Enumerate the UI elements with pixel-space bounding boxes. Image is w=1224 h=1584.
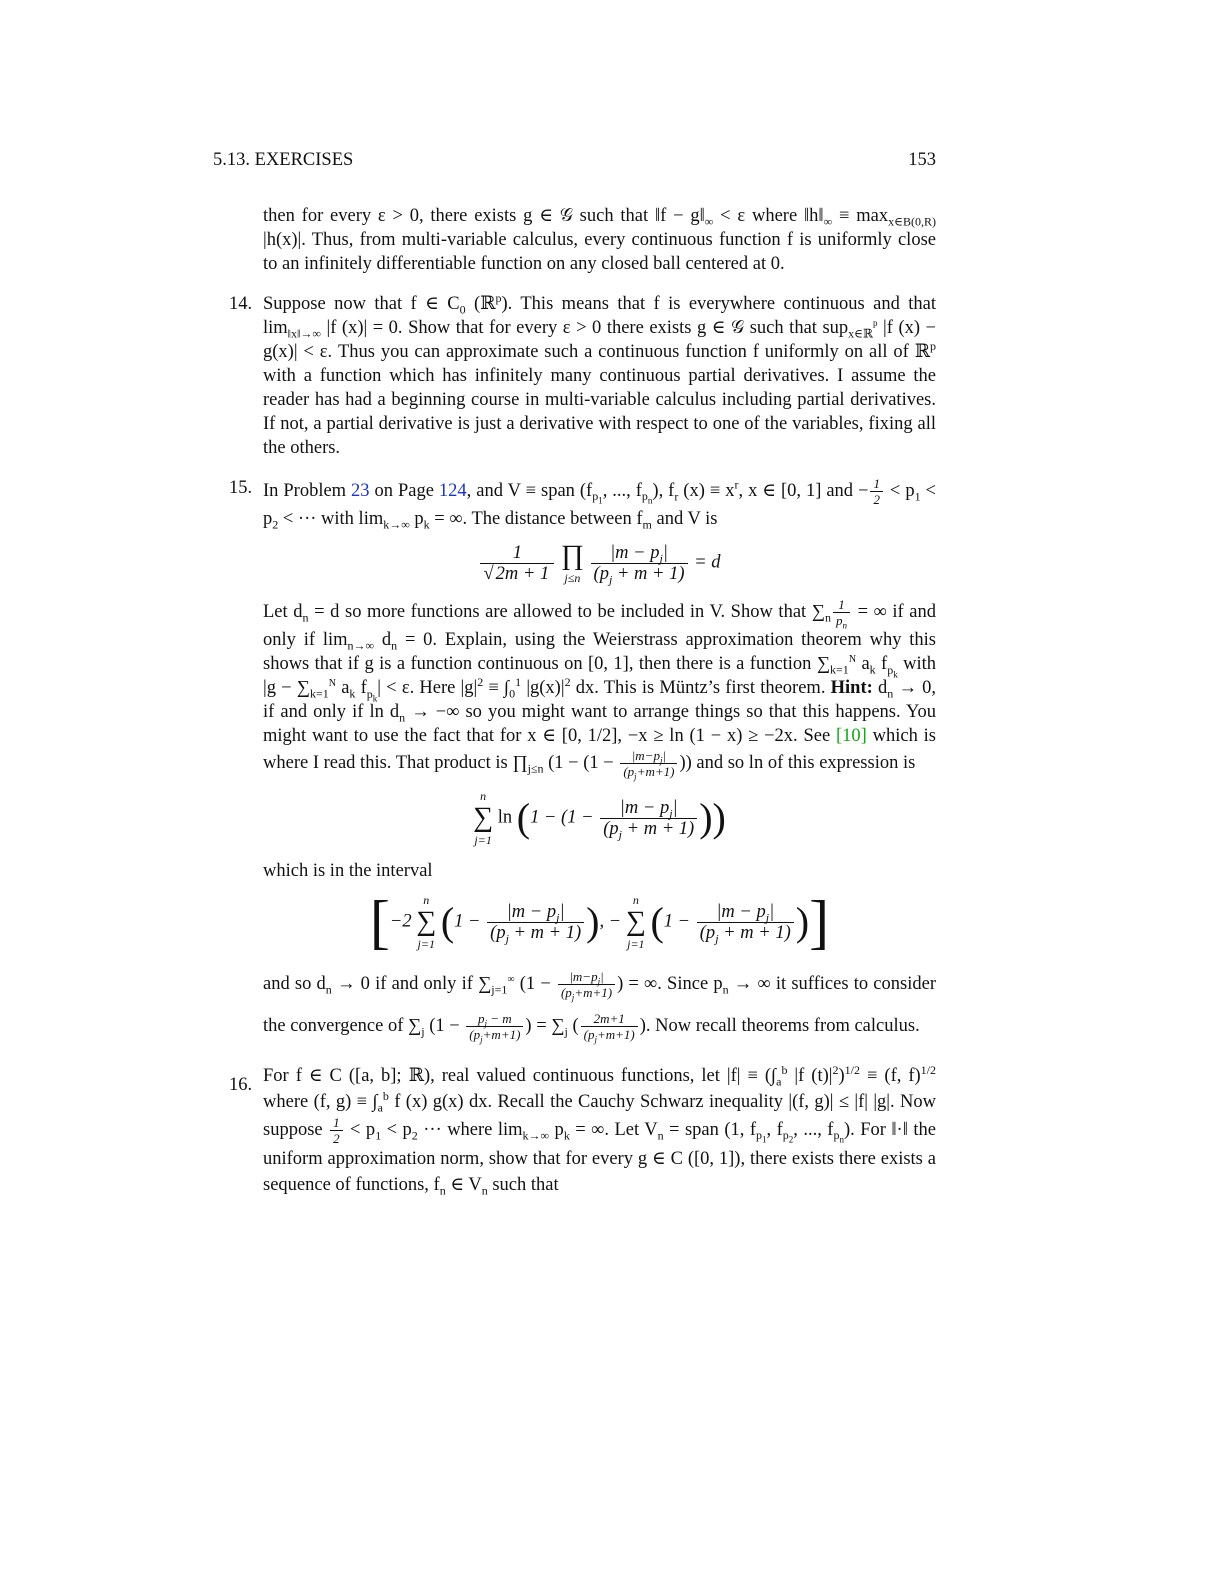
fraction: $\frac{|m - p_j|}{(p_j + m + 1)}$: [600, 798, 697, 839]
intro-text: ≡ max: [832, 206, 889, 226]
text: Suppose now that f ∈ C: [263, 294, 460, 314]
numerator: |m − p: [716, 901, 766, 922]
fraction: $\frac{p_j - m}{(p_j+m+1)}$: [466, 1011, 523, 1042]
exercise-14-text: Suppose now that f ∈ $C_0$ (ℝ$^p$). This means that f is everywhere continuous and that $\lim_{‖x‖\to\infty} |f$ (x)| = 0. Show that for every ε > 0 there exists g ∈ 𝒢 such that sup$_{x\in ℝ}^p$ |f (x) − g(x)| < ε. Thus you can approximate such a continuous function f uniformly on all of ℝ$^p$ with a function which has infinitely many continuous partial derivatives. I assume the reader has had a beginning course in multi-variable calculus including partial derivatives. If not, a partial derivative is just a derivative with respect to one of the variables, fixing all the others.: [263, 290, 936, 458]
text: = ∞. Let V: [569, 1119, 658, 1140]
text: ≡ (f, f): [859, 1066, 921, 1086]
text: < p: [381, 1119, 412, 1140]
product-operator: ∏ j≤n: [560, 540, 584, 585]
text: (1 − (1 −: [543, 752, 619, 773]
numerator: p: [478, 1011, 485, 1027]
text: p: [409, 509, 424, 529]
text: , ..., f: [602, 480, 642, 501]
text: , x ∈ [0, 1] and −: [738, 480, 869, 501]
denominator: + m + 1): [718, 922, 791, 943]
fraction: $\frac{2m+1}{(p_j+m+1)}$: [581, 1011, 638, 1042]
page-link[interactable]: 124: [438, 480, 467, 501]
lim-subscript: k→∞: [522, 1128, 550, 1143]
problem-link[interactable]: 23: [351, 480, 370, 501]
numerator: − m: [487, 1011, 512, 1027]
text: In Problem: [263, 480, 352, 501]
intro-text: then for every ε > 0, there exists g ∈ 𝒢 such that ‖f − g‖: [263, 206, 705, 226]
exercise-number: 14.: [229, 294, 253, 314]
sum-lower: j=1: [627, 937, 645, 951]
text: | < ε. Here |g|: [377, 678, 478, 698]
interval-intro: which is in the interval: [263, 861, 433, 881]
text: |f (t)|: [787, 1066, 833, 1086]
text: → −∞ so you might want to arrange things so that this happens. You might want to use the fact that for x ∈ [0, 1/2], −x ≥ ln (1 − x) ≥ −2x. See: [263, 702, 937, 746]
max-subscript: x∈B(0,R): [888, 214, 936, 229]
hint-label: Hint:: [830, 678, 873, 698]
one-half-fraction: $\frac{1}{2}$: [330, 1115, 343, 1146]
denominator: + m + 1): [621, 818, 695, 839]
text: → ∞ it suffices to consider the convergence of ∑: [263, 974, 936, 1036]
text: (ℝ: [465, 294, 496, 314]
text: with a function which has infinitely many continuous partial derivatives. I assume the reader has had a beginning course in multi-variable calculus including partial derivatives. If not, a partial derivative is just a derivative with respect to one of the variables, fixing all the others.: [263, 366, 936, 458]
product-index: j≤n: [564, 571, 581, 585]
display-equation-interval: [−2 n ∑ j=1 (1 − $\frac{|m - p_j|}{(p_j + m + 1)}$ ), − n ∑ j=1 (1 − $\frac{|m - p_j|}{(p_j + m + 1)}$ )]: [369, 889, 830, 955]
ln-operator: ln: [497, 807, 513, 828]
text: < p: [263, 480, 936, 529]
text: < p: [884, 480, 915, 501]
text: ). Now recall theorems from calculus.: [639, 1016, 920, 1036]
running-header: [213, 148, 936, 172]
text: a: [336, 678, 350, 698]
text: ). This means that f is everywhere continuous and that lim: [263, 294, 936, 338]
exercise-15-intro: In Problem 23 on Page 124, and V ≡ span ($f_{p_1}$, ..., $f_{p_n}$), $f_r$ $(x) \equiv x^r$, x ∈ [0, 1] and − $\frac{1}{2}$ < $p_1 < p_2$ < ··· with $\lim_{k\to\infty} p_k$ = ∞. The distance between $f_m$ and V is: [263, 476, 936, 532]
denominator: +m+1): [482, 1027, 521, 1043]
intro-paragraph: then for every ε > 0, there exists g ∈ 𝒢 such that ‖f − $g‖_\infty < \varepsilon$ where $‖h‖_\infty \equiv \max_{x\in B(0,R)} |h(x)|$. Thus, from multi-variable calculus, every continuous function f is uniformly close to an infinitely differentiable function on any closed ball centered at 0.: [263, 206, 936, 274]
fraction: $\frac{1}{p_n}$: [833, 597, 850, 628]
sum-lower: j=1: [417, 937, 435, 951]
denominator: (p: [699, 922, 716, 943]
exercise-16: [229, 1062, 937, 1198]
text: = ∞. The distance between f: [429, 509, 643, 529]
denominator: (p: [490, 922, 506, 943]
fraction: $\frac{|m-p_j|}{(p_j+m+1)}$: [558, 969, 615, 1000]
product-index: j≤n: [527, 761, 544, 776]
denominator: (p: [469, 1027, 481, 1043]
text: (x) ≡ x: [678, 480, 735, 501]
text: f: [875, 654, 888, 674]
text: = 0. Explain, using the Weierstrass approximation theorem why this shows that if g is a function continuous on [0, 1], then there is a function ∑: [263, 630, 936, 674]
section-title: 5.13. EXERCISES: [213, 150, 354, 170]
sum-operator: n ∑ j=1: [625, 893, 646, 951]
sup-subscript: x∈ℝ: [848, 326, 874, 341]
text: → 0, if and only if ln d: [263, 678, 937, 722]
exercise-15-conclusion: and so $d_n \to 0$ if and only if $\sum_{j=1}^\infty$ (1 − $\frac{|m-p_j|}{(p_j+m+1)}$ ) = ∞. Since $p_n$ → ∞ it suffices to consider the convergence of $\sum_j$ (1 − $\frac{p_j - m}{(p_j+m+1)}$ ) = $\sum_j$ ( $\frac{2m+1}{(p_j+m+1)}$ ). Now recall theorems from calculus.: [263, 969, 936, 1045]
sum-upper: n: [480, 789, 487, 803]
text: ). For ‖·‖ the uniform approximation norm, show that for every g ∈ C ([0, 1]), there exists there exists a sequence of functions, f: [263, 1119, 936, 1195]
text: = ∞ if and only if lim: [263, 601, 937, 650]
text: (: [567, 1016, 579, 1036]
text: ) = ∑: [525, 1016, 565, 1036]
text: ), f: [652, 480, 675, 501]
fraction: $\frac{1}{√ 2m + 1}$: [480, 543, 554, 584]
page-number: 153: [908, 150, 936, 170]
denominator: (p: [593, 563, 609, 584]
text: → 0 if and only if ∑: [331, 974, 492, 994]
text: such that: [487, 1175, 559, 1195]
page-body: [229, 204, 937, 1198]
numerator: 2m+1: [581, 1011, 638, 1027]
text: which is where I read this. That product is ∏: [263, 726, 936, 773]
separator: , −: [599, 911, 622, 932]
exercise-16-text: For f ∈ C ([a, b]; ℝ), real valued continuous functions, let $|f| \equiv (\int_a^b$ |f $(t)|^2)^{1/2} \equiv (f$, f)$^{1/2}$ where (f, $g) \equiv \int_a^b$ f (x) g(x) dx. Recall the Cauchy Schwarz inequality |(f, g)| ≤ |f| |g|. Now suppose $\frac{1}{2}$ < $p_1 < p_2$ ··· where $\lim_{k\to\infty} p_k$ = ∞. Let $V_n$ = span (1, $f_{p_1}$, $f_{p_2}$, ..., $f_{p_n}$). For ‖·‖ the uniform approximation norm, show that for every g ∈ C ([0, 1]), there exists there exists a sequence of functions, $f_n$ ∈ $V_n$ such that: [263, 1062, 937, 1198]
intro-text: < ε where ‖h‖: [713, 206, 824, 226]
text: ··· where lim: [417, 1119, 523, 1140]
text: = span (1, f: [663, 1119, 756, 1140]
lim-subscript: ‖x‖→∞: [287, 326, 321, 341]
exercise-14: [229, 290, 936, 460]
exercise-number: 15.: [229, 478, 253, 498]
text: and so d: [263, 974, 326, 994]
text: Let d: [263, 601, 303, 622]
denominator: (p: [603, 818, 619, 839]
text: (1 −: [424, 1016, 465, 1036]
lim-subscript: n→∞: [347, 638, 375, 653]
text: = d so more functions are allowed to be included in V. Show that ∑: [308, 601, 825, 622]
text: , ..., f: [793, 1119, 834, 1140]
text: where (f, g) ≡ ∫: [263, 1092, 378, 1112]
text: p: [549, 1119, 564, 1140]
expression: 1 − (1 −: [530, 807, 594, 828]
sum-operator: n ∑ j=1: [416, 893, 437, 951]
exercise-15-body: Let $d_n = d$ so more functions are allowed to be included in V. Show that $\sum_n$ $\frac{1}{p_n}$ = ∞ if and only if $\lim_{n\to\infty} d_n = 0$. Explain, using the Weierstrass approximation theorem why this shows that if g is a function continuous on [0, 1], then there is a function $\sum_{k=1}^N$ $a_k$ $f_{p_k}$ with $|g - \sum_{k=1}^N$ $a_k$ $f_{p_k}| < \varepsilon$. Here $|g|^2 \equiv \int_0^1$ $|g(x)|^2$ dx. This is Müntz’s first theorem. Hint: $d_n \to 0$, if and only if $\ln d_n$ → −∞ so you might want to arrange things so that this happens. You might want to use the fact that for x ∈ [0, 1/2], −x ≥ ln (1 − x) ≥ −2x. See [10] which is where I read this. That product is $\prod_{j\le n}$ (1 − (1 − $\frac{|m-p_j|}{(p_j+m+1)}$ )) and so ln of this expression is: [263, 597, 937, 782]
reference-link[interactable]: [10]: [836, 726, 867, 746]
text: (1 −: [514, 974, 556, 994]
sum-operator: n ∑ j=1: [473, 789, 494, 847]
expression: 1 −: [663, 911, 691, 932]
text: , and V ≡ span (f: [466, 480, 593, 501]
text: ∈ V: [445, 1175, 482, 1195]
text: < p: [344, 1119, 376, 1140]
sum-upper: n: [423, 893, 430, 907]
text: |f (x) − g(x)| < ε. Thus you can approximate such a continuous function f uniformly on all of ℝ: [263, 318, 936, 362]
text: dx. This is Müntz’s first theorem.: [570, 678, 831, 698]
text: < ··· with lim: [278, 509, 384, 529]
text: ) = ∞. Since p: [617, 974, 723, 994]
radicand: 2m + 1: [495, 563, 550, 584]
denominator: +m+1): [596, 1027, 635, 1043]
text: d: [872, 678, 888, 698]
sum-lower: j=1: [474, 833, 492, 847]
text: a: [856, 654, 870, 674]
lim-subscript: k→∞: [383, 517, 410, 532]
expression: −2: [389, 911, 412, 932]
fraction: $\frac{|m - p_j|}{(p_j + m + 1)}$: [697, 902, 794, 943]
equation-rhs: = d: [694, 552, 721, 573]
text: on Page: [369, 480, 439, 501]
text: d: [374, 630, 392, 650]
numerator: |m − p: [619, 797, 670, 818]
display-equation-distance: [263, 541, 936, 585]
fraction: $\frac{|m - p_j|}{(p_j + m + 1)}$: [487, 902, 584, 943]
fraction: $\frac{|m - p_j|}{(p_j + m + 1)}$: [591, 543, 688, 584]
text: |f (x)| = 0. Show that for every ε > 0 there exists g ∈ 𝒢 such that sup: [320, 318, 849, 338]
text: with |g − ∑: [263, 654, 937, 698]
sum-upper: n: [632, 893, 639, 907]
display-equation-log-sum: n ∑ j=1 ln (1 − (1 − $\frac{|m - p_j|}{(p_j + m + 1)}$ )): [473, 789, 726, 847]
numerator: |m − p: [610, 542, 660, 563]
expression: 1 −: [454, 911, 481, 932]
text: , f: [766, 1119, 783, 1140]
one-half-fraction: $\frac{1}{2}$: [870, 476, 883, 507]
text: ≡ ∫: [483, 678, 510, 698]
intro-text: |h(x)|. Thus, from multi-variable calculus, every continuous function f is uniformly close to an infinitely differentiable function on any closed ball centered at 0.: [263, 230, 936, 274]
exercise-15: [229, 476, 937, 1047]
exercise-number: 16.: [229, 1075, 253, 1095]
denominator: + m + 1): [508, 922, 582, 943]
text: f (x) g(x) dx. Recall the Cauchy Schwarz inequality |(f, g)| ≤ |f| |g|. Now suppose: [263, 1092, 936, 1140]
denominator: (p: [583, 1027, 595, 1043]
text: For f ∈ C ([a, b]; ℝ), real valued continuous functions, let |f| ≡ (∫: [263, 1066, 777, 1086]
text: |g(x)|: [521, 678, 565, 698]
numerator: |m − p: [506, 901, 557, 922]
text: )) and so ln of this expression is: [679, 752, 916, 773]
numerator: 1: [480, 543, 554, 564]
denominator: + m + 1): [612, 563, 685, 584]
text: and V is: [651, 509, 718, 529]
text: ): [838, 1066, 845, 1086]
fraction: $\frac{|m-p_j|}{(p_j+m+1)}$: [620, 748, 677, 779]
